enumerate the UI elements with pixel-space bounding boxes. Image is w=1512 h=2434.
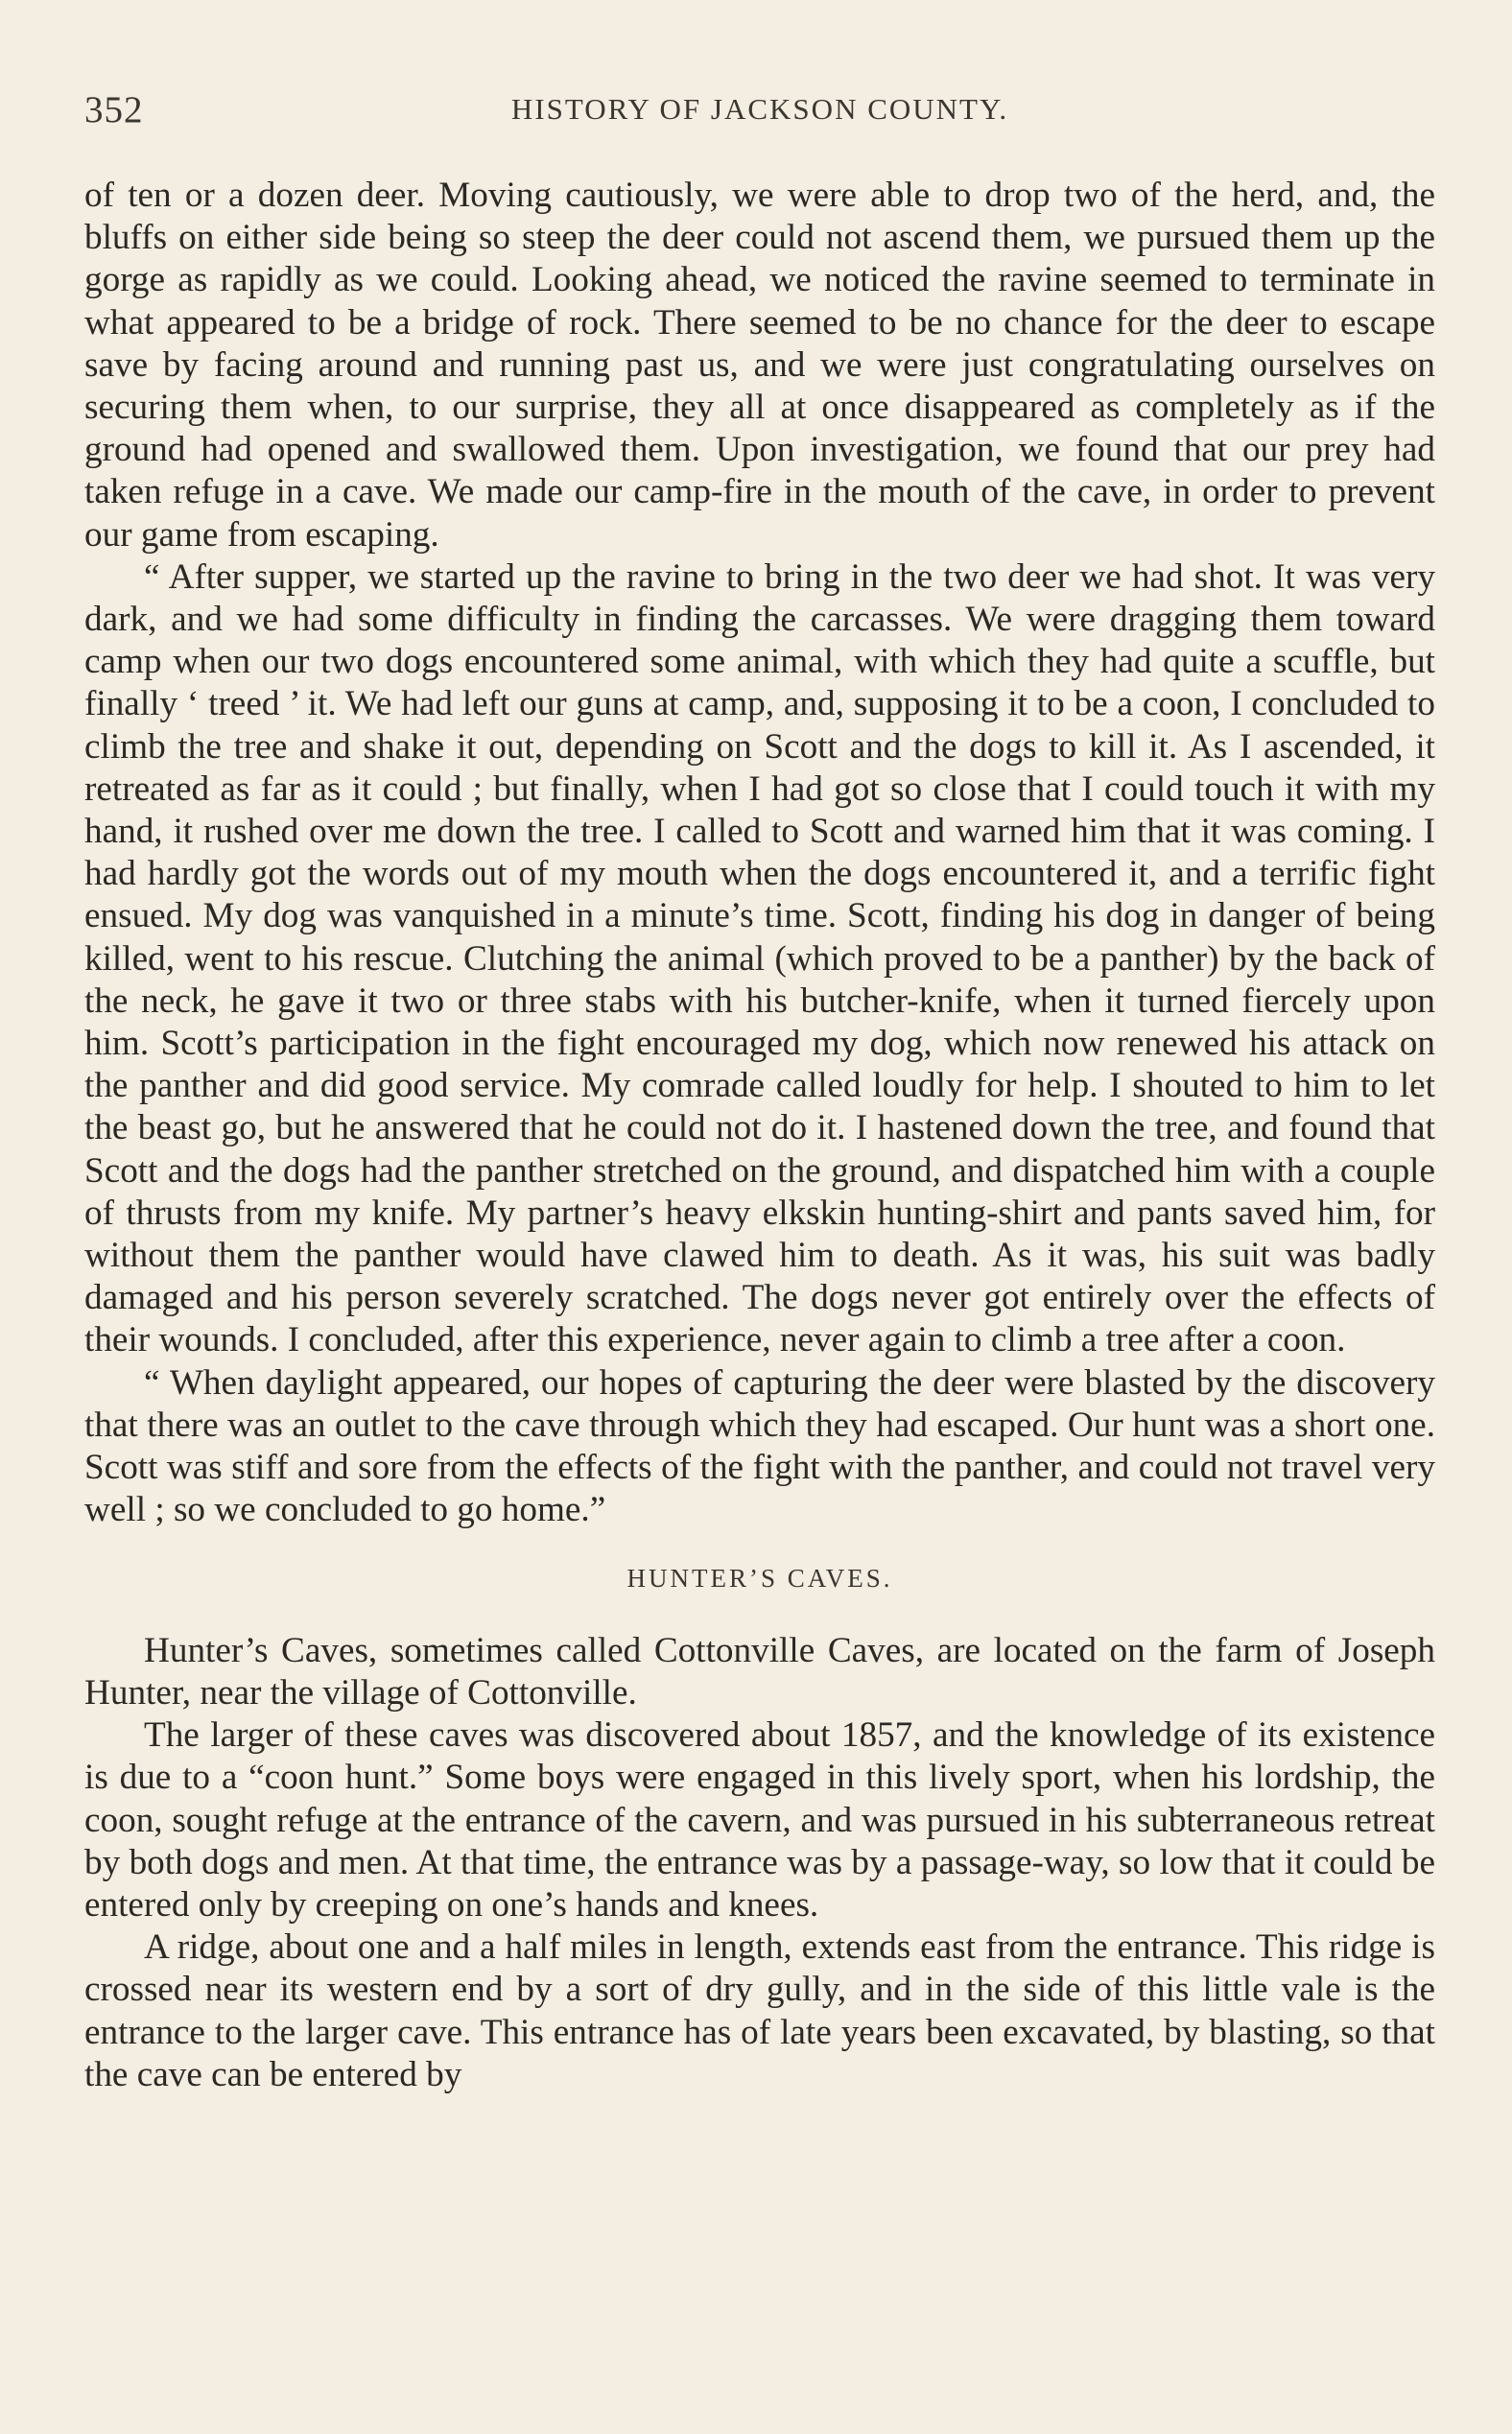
body-text [84,175,1435,2096]
page-number: 352 [84,89,144,130]
book-page [84,88,1435,2096]
paragraph-ridge: A ridge, about one and a half miles in length, extends east from the entrance. This ridge is crossed near its western end by a sort of dry gully, and in the side of this little vale is the entrance to the larger cave. This entrance has of late years been excavated, by blasting, so that the cave can be entered by [84,1927,1435,2094]
section-heading: HUNTER’S CAVES. [626,1563,893,1593]
paragraph-daylight: “ When daylight appeared, our hopes of capturing the deer were blasted by the discovery that there was an outlet to the cave through which they had escaped. Our hunt was a short one. Scott was stiff and sore from the effects of the fight with the panther, and could not travel very well ; so we concluded to go home.” [84,1362,1435,1530]
paragraph-cave-discovery: The larger of these caves was discovered about 1857, and the knowledge of its existence is due to a “coon hunt.” Some boys were engaged in this lively sport, when his lordship, the coon, sought refuge at the entrance of the cavern, and was pursued in his subterraneous retreat by both dogs and men. At that time, the entrance was by a passage-way, so low that it could be entered only by creeping on one’s hands and knees. [84,1715,1435,1925]
running-head-title: HISTORY OF JACKSON COUNTY. [510,92,1009,126]
running-head [84,88,1435,136]
paragraph-hunters-caves: Hunter’s Caves, sometimes called Cottonville Caves, are located on the farm of Joseph Hunter, near the village of Cottonville. [84,1630,1435,1713]
paragraph-deer-hunt: of ten or a dozen deer. Moving cautiously, we were able to drop two of the herd, and, the bluffs on either side being so steep the deer could not ascend them, we pursued them up the gorge as rapidly as we could. Looking ahead, we noticed the ravine seemed to terminate in what appeared to be a bridge of rock. There seemed to be no chance for the deer to escape save by facing around and running past us, and we were just congratulating ourselves on securing them when, to our surprise, they all at once disappeared as completely as if the ground had opened and swallowed them. Upon investigation, we found that our prey had taken refuge in a cave. We made our camp-fire in the mouth of the cave, in order to prevent our game from escaping. [84,176,1435,555]
paragraph-panther-fight: “ After supper, we started up the ravine to bring in the two deer we had shot. It was very dark, and we had some difficulty in finding the carcasses. We were dragging them toward camp when our two dogs encountered some animal, with which they had quite a scuffle, but finally ‘ treed ’ it. We had left our guns at camp, and, supposing it to be a coon, I concluded to climb the tree and shake it out, depending on Scott and the dogs to kill it. As I ascended, it retreated as far as it could ; but finally, when I had got so close that I could touch it with my hand, it rushed over me down the tree. I called to Scott and warned him that it was coming. I had hardly got the words out of my mouth when the dogs encountered it, and a terrific fight ensued. My dog was vanquished in a minute’s time. Scott, finding his dog in danger of being killed, went to his rescue. Clutching the animal (which proved to be a panther) by the back of the neck, he gave it two or three stabs with his butcher-knife, when it turned fiercely upon him. Scott’s participation in the fight encouraged my dog, which now renewed his attack on the panther and did good service. My comrade called loudly for help. I shouted to him to let the beast go, but he answered that he could not do it. I hastened down the tree, and found that Scott and the dogs had the panther stretched on the ground, and dispatched him with a couple of thrusts from my knife. My partner’s heavy elkskin hunting-shirt and pants saved him, for without them the panther would have clawed him to death. As it was, his suit was badly damaged and his person severely scratched. The dogs never got entirely over the effects of their wounds. I concluded, after this experience, never again to climb a tree after a coon. [84,556,1435,1360]
